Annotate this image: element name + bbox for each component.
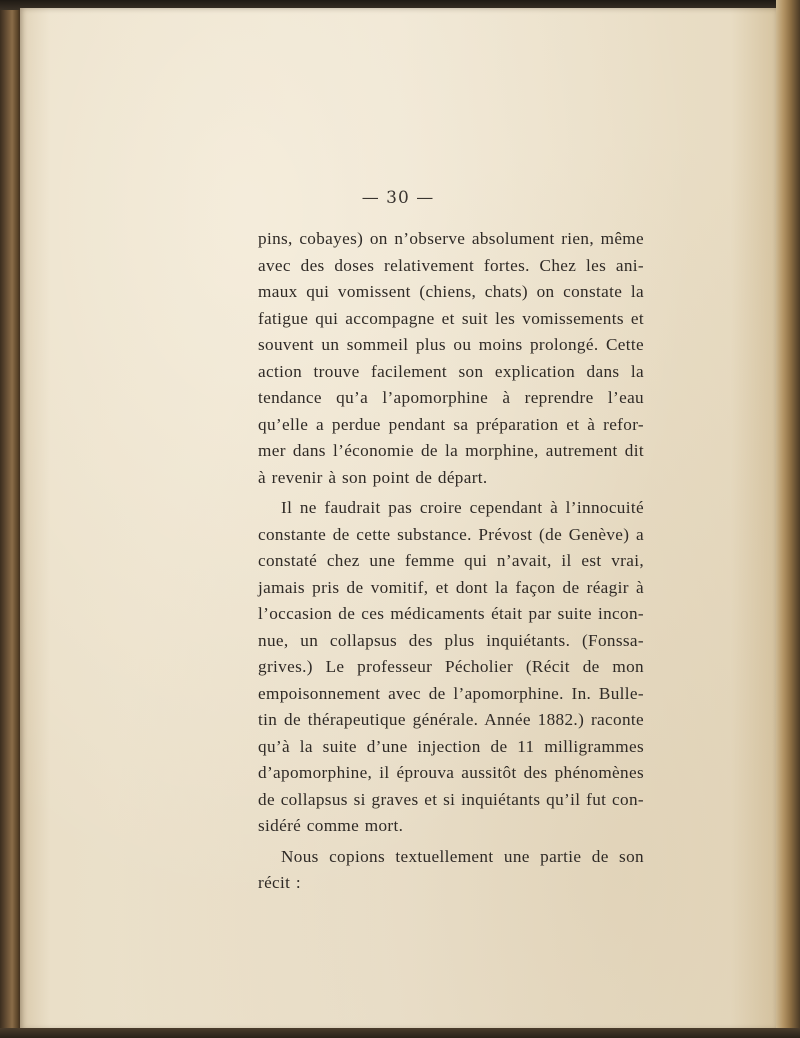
text-line: maux qui vomissent (chiens, chats) on constate la (258, 282, 644, 301)
text-line: constaté chez une femme qui n’avait, il est vrai, (258, 551, 644, 570)
text-line: Il ne faudrait pas croire cependant à l’innocuité (281, 498, 644, 517)
text-line: nue, un collapsus des plus inquiétants. (Fonssa- (258, 630, 644, 650)
text-line: mer dans l’économie de la morphine, autrement dit (258, 441, 644, 460)
text-line: pins, cobayes) on n’observe absolument rien, même (258, 229, 644, 248)
text-line: souvent un sommeil plus ou moins prolongé. Cette (258, 335, 644, 354)
body-text (258, 226, 644, 897)
page-number: — 30 — (361, 188, 435, 208)
text-line: de collapsus si graves et si inquiétants qu’il fut con- (258, 789, 644, 809)
text-line: action trouve facilement son explication dans la (258, 361, 644, 381)
text-line: empoisonnement avec de l’apomorphine. In. Bulle- (258, 683, 644, 703)
text-line: constante de cette substance. Prévost (de Genève) a (258, 524, 644, 544)
text-line: récit : (258, 873, 302, 892)
text-line: qu’elle a perdue pendant sa préparation et à refor- (258, 414, 644, 434)
paragraph-3 (258, 844, 644, 897)
text-line: fatigue qui accompagne et suit les vomissements et (258, 308, 644, 328)
text-line: tin de thérapeutique générale. Année 1882.) raconte (258, 710, 644, 729)
text-line: qu’à la suite d’une injection de 11 milligrammes (258, 736, 644, 756)
text-line: l’occasion de ces médicaments était par suite incon- (258, 604, 644, 623)
text-line: grives.) Le professeur Pécholier (Récit de mon (258, 657, 644, 676)
paragraph-1 (258, 226, 644, 491)
text-line: à revenir à son point de départ. (258, 467, 488, 487)
page-sheet (20, 8, 776, 1030)
text-line: tendance qu’a l’apomorphine à reprendre l’eau (258, 388, 644, 407)
scan-bottom-edge (0, 1028, 800, 1038)
text-line: sidéré comme mort. (258, 816, 404, 835)
page-edge-right (776, 0, 800, 1038)
text-line: jamais pris de vomitif, et dont la façon de réagir à (258, 577, 644, 597)
book-spine (0, 0, 22, 1038)
text-line: d’apomorphine, il éprouva aussitôt des phénomènes (258, 763, 644, 782)
text-line: avec des doses relativement fortes. Chez les ani- (258, 255, 644, 275)
text-line: Nous copions textuellement une partie de son (281, 846, 644, 866)
paragraph-2 (258, 495, 644, 840)
